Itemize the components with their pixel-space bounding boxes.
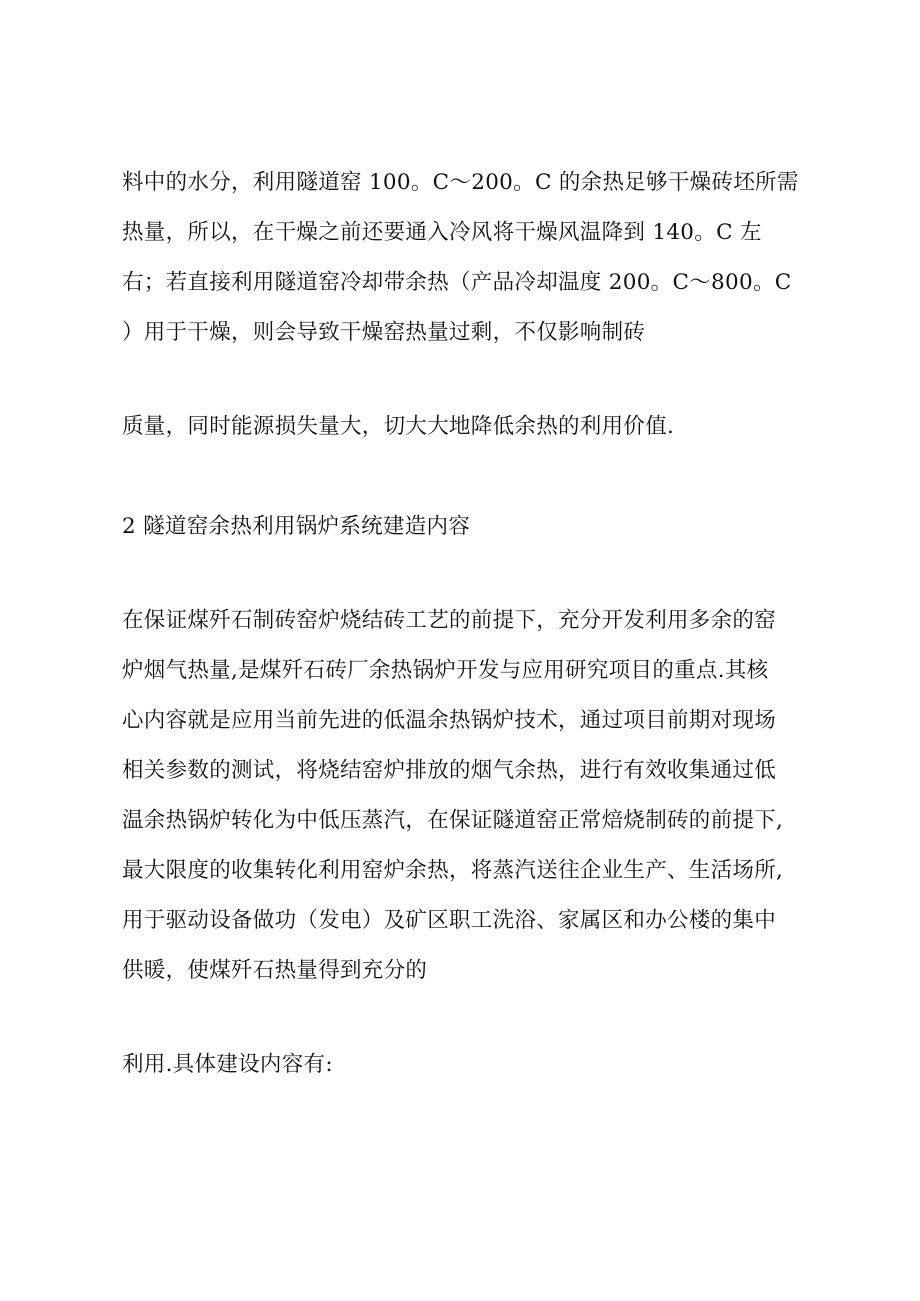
paragraph-line: 心内容就是应用当前先进的低温余热锅炉技术，通过项目前期对现场 — [122, 708, 777, 733]
paragraph-line: 热量，所以，在干燥之前还要通入冷风将干燥风温降到 140。C 左 — [122, 220, 762, 245]
paragraph-line: 质量，同时能源损失量大，切大大地降低余热的利用价值. — [122, 414, 675, 439]
paragraph-line: 右；若直接利用隧道窑冷却带余热（产品冷却温度 200。C～800。C — [122, 270, 792, 295]
section-heading: 2 隧道窑余热利用锅炉系统建造内容 — [122, 514, 471, 539]
paragraph-line: 最大限度的收集转化利用窑炉余热，将蒸汽送往企业生产、生活场所, — [122, 858, 784, 883]
paragraph-line: 利用.具体建设内容有: — [122, 1052, 333, 1077]
paragraph-line: 用于驱动设备做功（发电）及矿区职工洗浴、家属区和办公楼的集中 — [122, 908, 777, 933]
paragraph-line: 炉烟气热量,是煤歼石砖厂余热锅炉开发与应用研究项目的重点.其核 — [122, 658, 769, 683]
paragraph-line: 供暖，使煤歼石热量得到充分的 — [122, 958, 428, 983]
paragraph-line: 料中的水分，利用隧道窑 100。C～200。C 的余热足够干燥砖坯所需 — [122, 170, 799, 195]
paragraph-line: 相关参数的测试，将烧结窑炉排放的烟气余热，进行有效收集通过低 — [122, 758, 777, 783]
paragraph-line: ）用于干燥，则会导致干燥窑热量过剩，不仅影响制砖 — [122, 320, 646, 345]
paragraph-line: 在保证煤歼石制砖窑炉烧结砖工艺的前提下，充分开发利用多余的窑 — [122, 608, 777, 633]
paragraph-line: 温余热锅炉转化为中低压蒸汽，在保证隧道窑正常焙烧制砖的前提下, — [122, 808, 784, 833]
